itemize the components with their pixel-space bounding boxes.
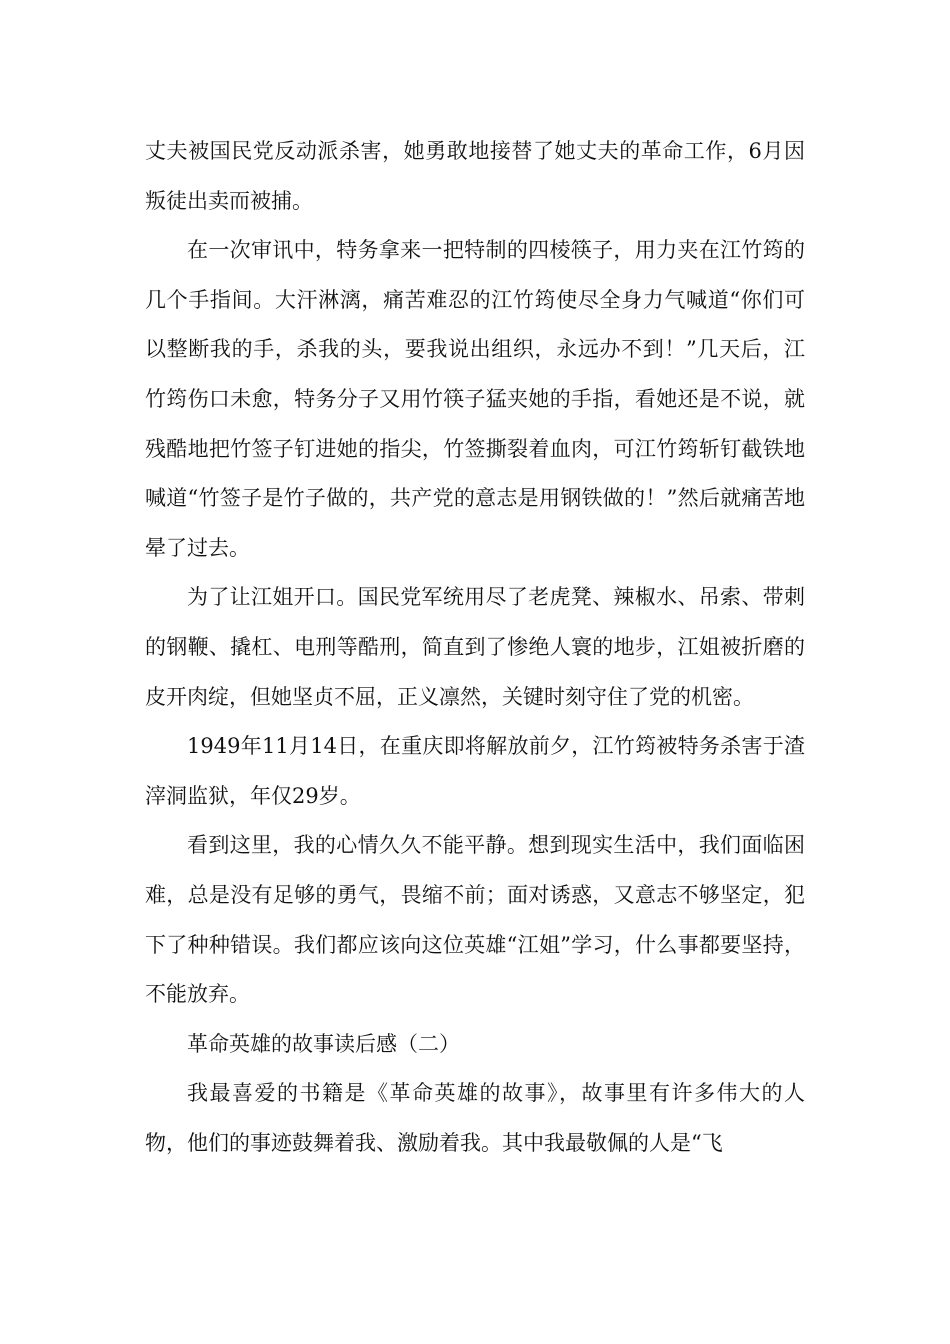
- section-heading: 革命英雄的故事读后感（二）: [187, 1031, 460, 1056]
- paragraph-3: 为了让江姐开口。国民党军统用尽了老虎凳、辣椒水、吊索、带刺的钢鞭、撬杠、电刑等酷刑，简直到了惨绝人寰的地步，江姐被折磨的皮开肉绽，但她坚贞不屈，正义凛然，关键时刻守住了党的机密。: [145, 585, 805, 709]
- paragraph-5: 看到这里，我的心情久久不能平静。想到现实生活中，我们面临困难，总是没有足够的勇气，畏缩不前；面对诱惑，又意志不够坚定，犯下了种种错误。我们都应该向这位英雄“江姐”学习，什么事都要坚持，不能放弃。: [145, 833, 805, 1007]
- paragraph-2: 在一次审讯中，特务拿来一把特制的四棱筷子，用力夹在江竹筠的几个手指间。大汗淋漓，痛苦难忍的江竹筠使尽全身力气喊道“你们可以整断我的手，杀我的头，要我说出组织，永远办不到！”几天后，江竹筠伤口未愈，特务分子又用竹筷子猛夹她的手指，看她还是不说，就残酷地把竹签子钉进她的指尖，竹签撕裂着血肉，可江竹筠斩钉截铁地喊道“竹签子是竹子做的，共产党的意志是用钢铁做的！”然后就痛苦地晕了过去。: [145, 238, 805, 560]
- document-body: [145, 127, 805, 1168]
- paragraph-1: 丈夫被国民党反动派杀害，她勇敢地接替了她丈夫的革命工作，6月因叛徒出卖而被捕。: [145, 139, 805, 213]
- paragraph-4: 1949年11月14日，在重庆即将解放前夕，江竹筠被特务杀害于渣滓洞监狱，年仅29岁。: [145, 734, 805, 808]
- paragraph-6: 我最喜爱的书籍是《革命英雄的故事》，故事里有许多伟大的人物，他们的事迹鼓舞着我、激励着我。其中我最敬佩的人是“飞: [145, 1081, 805, 1155]
